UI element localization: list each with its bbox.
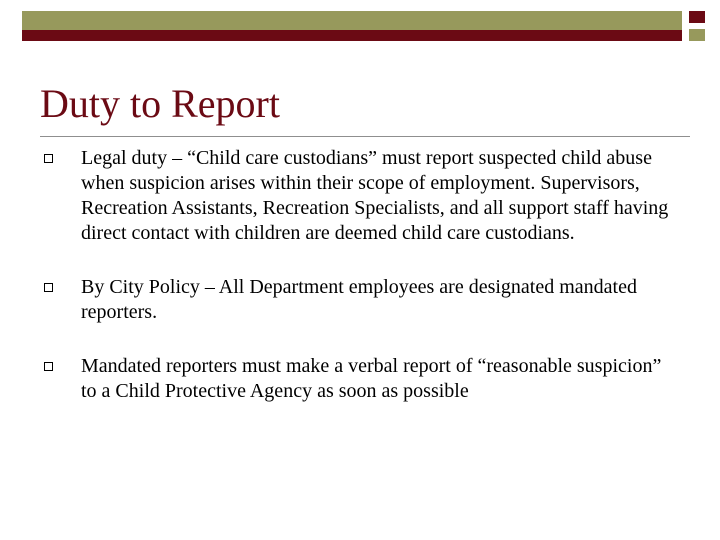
bullet-text: By City Policy – All Department employees are designated mandated reporters. — [81, 276, 637, 323]
bullet-item-mandated-reporters — [40, 354, 680, 404]
slide-title: Duty to Report — [40, 81, 280, 126]
title-divider — [40, 136, 690, 137]
hollow-square-icon — [44, 283, 53, 292]
bullet-item-city-policy — [40, 275, 680, 325]
header-band-olive — [22, 11, 682, 30]
header-band-maroon — [22, 30, 682, 41]
hollow-square-icon — [44, 154, 53, 163]
bullet-text: Mandated reporters must make a verbal report of “reasonable suspicion” to a Child Protective Agency as soon as possible — [81, 355, 662, 402]
corner-square-olive — [689, 29, 705, 41]
bullet-item-legal-duty — [40, 146, 680, 246]
corner-square-maroon — [689, 11, 705, 23]
hollow-square-icon — [44, 362, 53, 371]
bullet-text: Legal duty – “Child care custodians” must report suspected child abuse when suspicion arises within their scope of employment. Supervisors, Recreation Assistants, Recreation Specialists, and all support staff having direct contact with children are deemed child care custodians. — [81, 147, 669, 244]
bullet-list — [40, 146, 680, 404]
